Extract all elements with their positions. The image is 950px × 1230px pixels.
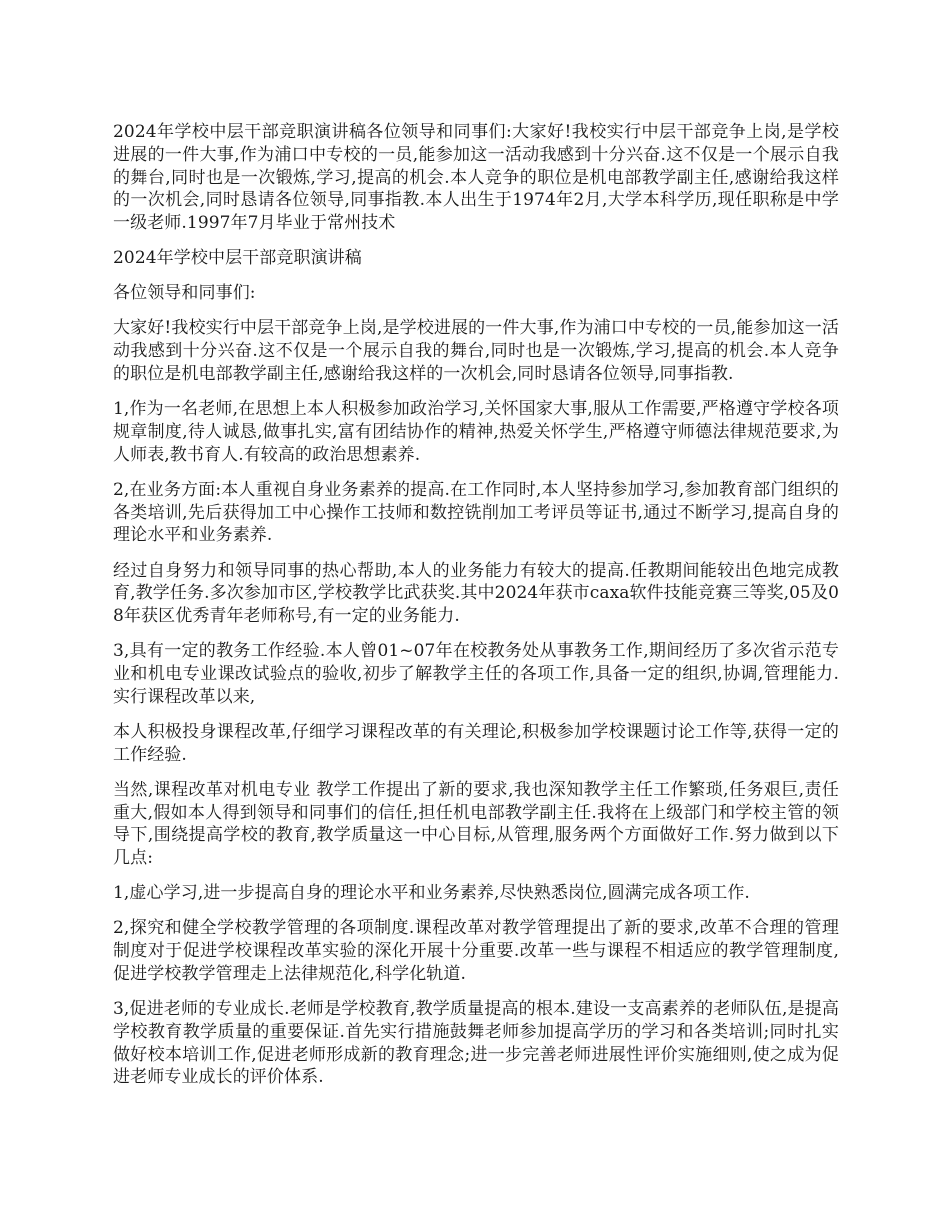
body-paragraph: 本人积极投身课程改革,仔细学习课程改革的有关理论,积极参加学校课题讨论工作等,获得一定的工作经验. <box>113 721 839 765</box>
body-paragraph: 3,促进老师的专业成长.老师是学校教育,教学质量提高的根本.建设一支高素养的老师队伍,是提高学校教育教学质量的重要保证.首先实行措施鼓舞老师参加提高学历的学习和各类培训;同时扎实做好校本培训工作,促进老师形成新的教育理念;进一步完善老师进展性评价实施细则,使之成为促进老师专业成长的评价体系. <box>113 999 839 1088</box>
body-paragraph: 1,虚心学习,进一步提高自身的理论水平和业务素养,尽快熟悉岗位,圆满完成各项工作. <box>113 883 750 904</box>
salutation: 各位领导和同事们: <box>113 283 256 304</box>
body-paragraph: 经过自身努力和领导同事的热心帮助,本人的业务能力有较大的提高.任教期间能较出色地完成教育,教学任务.多次参加市区,学校教学比武获奖.其中2024年获市caxa软件技能竞赛三等奖,05及08年获区优秀青年老师称号,有一定的业务能力. <box>113 560 839 627</box>
body-paragraph: 2,在业务方面:本人重视自身业务素养的提高.在工作同时,本人坚持参加学习,参加教育部门组织的各类培训,先后获得加工中心操作工技师和数控铣削加工考评员等证书,通过不断学习,提高自身的理论水平和业务素养. <box>113 479 839 546</box>
document-title: 2024年学校中层干部竞职演讲稿 <box>113 248 362 269</box>
summary-paragraph: 2024年学校中层干部竞职演讲稿各位领导和同事们:大家好!我校实行中层干部竞争上岗,是学校进展的一件大事,作为浦口中专校的一员,能参加这一活动我感到十分兴奋.这不仅是一个展示自我的舞台,同时也是一次锻炼,学习,提高的机会.本人竞争的职位是机电部教学副主任,感谢给我这样的一次机会,同时恳请各位领导,同事指教.本人出生于1974年2月,大学本科学历,现任职称是中学一级老师.1997年7月毕业于常州技术 <box>113 122 839 234</box>
body-paragraph: 当然,课程改革对机电专业 教学工作提出了新的要求,我也深知教学主任工作繁琐,任务艰巨,责任重大,假如本人得到领导和同事们的信任,担任机电部教学副主任.我将在上级部门和学校主管的领导下,围绕提高学校的教育,教学质量这一中心目标,从管理,服务两个方面做好工作.努力做到以下几点: <box>113 779 839 869</box>
body-paragraph: 大家好!我校实行中层干部竞争上岗,是学校进展的一件大事,作为浦口中专校的一员,能参加这一活动我感到十分兴奋.这不仅是一个展示自我的舞台,同时也是一次锻炼,学习,提高的机会.本人竞争的职位是机电部教学副主任,感谢给我这样的一次机会,同时恳请各位领导,同事指教. <box>113 318 839 385</box>
body-paragraph: 1,作为一名老师,在思想上本人积极参加政治学习,关怀国家大事,服从工作需要,严格遵守学校各项规章制度,待人诚恳,做事扎实,富有团结协作的精神,热爱关怀学生,严格遵守师德法律规范要求,为人师表,教书育人.有较高的政治思想素养. <box>113 399 839 465</box>
document-body <box>113 121 839 1102</box>
body-paragraph: 3,具有一定的教务工作经验.本人曾01~07年在校教务处从事教务工作,期间经历了多次省示范专业和机电专业课改试验点的验收,初步了解教学主任的各项工作,具备一定的组织,协调,管理能力.实行课程改革以来, <box>113 641 839 707</box>
body-paragraph: 2,探究和健全学校教学管理的各项制度.课程改革对教学管理提出了新的要求,改革不合理的管理制度对于促进学校课程改革实验的深化开展十分重要.改革一些与课程不相适应的教学管理制度,促进学校教学管理走上法律规范化,科学化轨道. <box>113 918 839 984</box>
